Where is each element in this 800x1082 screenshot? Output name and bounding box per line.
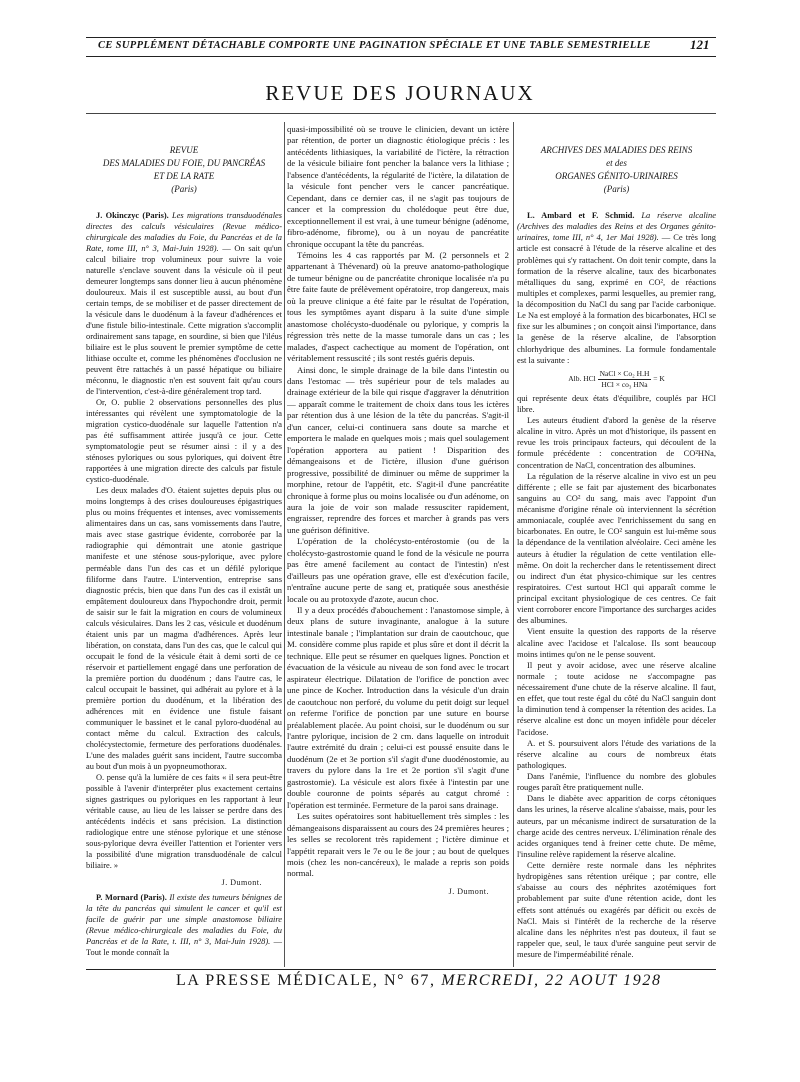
footer-rule xyxy=(86,969,716,970)
article-source: (Revue médico-chirurgicale des maladies du Foie, du Pancréas et de la Rate, t. III, n° 3, Mai-Juin 1928). xyxy=(86,926,282,947)
article-paragraph: Il y a deux procédés d'abouchement : l'anastomose simple, à deux plans de suture invaginante, analogue à la suture intestinale banale ; l'implantation sur drain de caoutchouc, que M. considère comme plus rapide et plus sûre et dont il décrit la technique. Elle peut se résumer en quelques lignes. Ponction et évacuation de la vésicule au niveau de son fond avec le trocart aspirateur électrique. Dilatation de l'orifice de ponction avec une pince de Kocher. Introduction dans la vésicule d'un drain de caoutchouc non perforé, du volume du petit doigt sur lequel on referme l'orifice de ponction par une suture en bourse préalablement placée. Au point choisi, sur le duodénum ou sur l'antre pylorique, incision de 2 cm. dans laquelle on introduit l'autre extrémité du drain ; celui-ci est poussé ensuite dans le duodénum (2e et 3e portion s'il s'agit d'une duodénostomie, au travers du pylore dans la 1re et 2e portion s'il s'agit d'une gastrostomie). La vésicule est alors fixée à l'intestin par une double couronne de points séparés au catgut chromé : l'opération est terminée. Fermeture de la paroi sans drainage. xyxy=(287,605,509,810)
heading-line: REVUE xyxy=(169,145,199,155)
top-rule xyxy=(86,37,716,38)
article-paragraph: O. pense qu'à la lumière de ces faits « il sera peut-être possible à l'avenir d'interpréter plus exactement certains signes gastriques ou pyloriques en les rapportant à leur véritable cause, au lieu de les laisser se perdre dans des antécédents indécis et sans précision. La distinction radiologique entre une sténose pylorique et une sténose sous-pylorique devra éveiller l'attention et l'orienter vers la possibilité d'une migration transduodénale de calcul biliaire. » xyxy=(86,772,282,870)
article-paragraph: Les auteurs étudient d'abord la genèse de la réserve alcaline in vitro. Après un mot d'historique, ils passent en revue les trois principaux facteurs, qui découlent de la formule précédente : concentration de CO²HNa, concentration de NaCl, concentration des albumines. xyxy=(517,415,716,470)
footer-journal: LA PRESSE MÉDICALE, N° 67, xyxy=(176,972,436,989)
article-author: J. Okinczyc (Paris). xyxy=(96,211,169,220)
article-paragraph xyxy=(517,210,716,366)
heading-line: (Paris) xyxy=(171,184,197,194)
page-number: 121 xyxy=(690,37,710,52)
heading-line: DES MALADIES DU FOIE, DU PANCRÉAS xyxy=(102,158,266,168)
heading-line: et des xyxy=(606,158,627,168)
column-3 xyxy=(517,124,716,960)
article-author: P. Mornard (Paris). xyxy=(96,892,167,902)
article-paragraph xyxy=(86,210,282,397)
article-paragraph: Vient ensuite la question des rapports de la réserve alcaline avec l'acidose et l'alcalose. Ils sont beaucoup moins intimes qu'on ne le pense souvent. xyxy=(517,626,716,659)
article-text: — Ce très long article est consacré à l'étude de la réserve alcaline et des problèmes qui s'y rattachent. On doit tenir compte, dans la formation de la réserve alcaline, taux des bicarbonates métalliques du sang, exprimé en CO², de réactions multiples et complexes, parmi lesquelles, au premier rang, la décomposition du NaCl du sang par l'acide carbonique. Le Na est employé à la formation des bicarbonates, HCl se fixe sur les albumines ; on conçoit ainsi l'importance, dans la genèse de la réserve alcaline, de l'absorption chlorhydrique des albumines. La formule fondamentale est la suivante : xyxy=(517,232,716,365)
section-heading-liver xyxy=(86,144,282,196)
article-paragraph: Les deux malades d'O. étaient sujettes depuis plus ou moins longtemps à des crises douloureuses épigastriques plus ou moins fréquentes et intenses, avec vomissements alimentaires dans un cas, sans vomissements dans l'autre, mais avec stase gastrique évidente, corroborée par la radiographie qui démontrait une atonie gastrique manifeste et une sténose sous-pylorique, avec pylore perméable dans l'un des cas et un défilé pylorique filiforme dans l'autre. L'intervention, entreprise sans diagnostic précis, bien que dans l'un des cas il existât un empâtement douloureux dans l'hypochondre droit, permit de saisir sur le fait la migration en cours de volumineux calculs vésiculaires. Dans les 2 cas, vésicule et duodénum étaient unis par un magma d'adhérences. Après leur libération, on constata, dans l'un des cas, que le calcul qui occupait le fond de la vésicule était à demi sorti de ce réservoir et partiellement engagé dans une perforation de la première portion du duodénum ; dans l'autre cas, le calcul occupait le bassinet, qui adhérait au pylore et à la première portion du duodénum, et la libération des adhérences mit en évidence une fistule faisant communiquer le bassinet et le canal pyloro-duodénal au contact même du calcul. Extraction des calculs, cholécystectomie, fermeture des perforations duodénales. L'une des malades guérit sans incident, l'autre succomba au bout d'un mois à un pyopneumothorax. xyxy=(86,486,282,771)
column-divider-1 xyxy=(284,122,285,967)
article-source: (Archives des maladies des Reins et des Organes génito-urinaires, tome III, n° 4, 1er Mai 1928). xyxy=(517,221,716,243)
article-paragraph: Dans l'anémie, l'influence du nombre des globules rouges paraît être pratiquement nulle. xyxy=(517,771,716,793)
footer xyxy=(176,972,662,990)
article-text: — Tout le monde connaît la xyxy=(86,937,282,958)
article-paragraph: Les suites opératoires sont habituellement très simples : les démangeaisons disparaissent au cours des 24 premières heures ; les selles se recolorent très rapidement ; l'ictère diminue et l'appétit reparait vers le 7e ou le 8e jour ; au bout de quelques mois (chez les non-cancéreux), le malade a repris son poids normal. xyxy=(287,811,509,879)
formula-denominator: HCl × co₃ HNa xyxy=(601,379,648,389)
article-author: L. Ambard et F. Schmid. xyxy=(527,210,635,220)
article-paragraph: Or, O. publie 2 observations personnelles des plus intéressantes qui révèlent une symptomatologie de la migration cystico-duodénale sur laquelle l'attention n'a pas été suffisamment attirée jusqu'à ce jour. Cette symptomatologie peut se résumer ainsi : il y a des sténoses pyloriques ou sous pyloriques, qui doivent être rapportées à une migration directe des calculs par fistule cystico-duodénale. xyxy=(86,398,282,485)
column-1 xyxy=(86,124,282,958)
article-text: — On sait qu'un calcul biliaire trop volumineux pour suivre la voie naturelle s'enclave souvent dans la vésicule où il peut demeurer longtemps sans donner lieu à aucun phénomène douloureux. Mais il est susceptible aussi, au bout d'un certain temps, de se mobiliser et de passer directement de la vésicule dans le duodénum à la faveur d'adhérences et d'une fistule bilio-intestinale. Cette migration s'accomplit ordinairement sans tapage, en sourdine, si bien que l'iléus biliaire est le plus souvent le premier symptôme de cette lithiase occulte et, comme les phénomènes d'occlusion ne peuvent être rattachés à un passé hépatique ou biliaire méconnu, le diagnostic n'en est souvent fait qu'au cours de l'intervention, c'est-à-dire généralement trop tard. xyxy=(86,244,282,397)
footer-date: MERCREDI, 22 AOUT 1928 xyxy=(441,972,662,989)
article-paragraph: Témoins les 4 cas rapportés par M. (2 personnels et 2 appartenant à Thévenard) où la preuve anatomo-pathologique de tumeur bénigne ou de pancréatite chronique localisée n'a pu être faite faute de prélèvement opératoire, trop dangereux, mais où la preuve clinique a été faite par le résultat de l'opération, tous les symptômes ayant disparu à la suite d'une simple anastomose cholécysto-duodénale ou pylorique, y compris la régression très nette de la masse tumorale dans un cas ; les malades, d'aspect cachectique au moment de l'opération, ont véritablement ressuscité ; ils sont restés guéris depuis. xyxy=(287,249,509,364)
heading-line: ET DE LA RATE xyxy=(153,171,215,181)
article-title: Les migrations transduodénales directes des calculs vésiculaires xyxy=(86,211,282,232)
article-title: La réserve alcaline xyxy=(641,210,716,220)
section-heading-kidneys xyxy=(517,144,716,196)
formula-fraction xyxy=(598,369,652,390)
formula-left: Alb. HCl xyxy=(568,373,596,383)
article-paragraph: La régulation de la réserve alcaline in vivo est un peu différente ; elle se fait par ajustement des bicarbonates sanguins au CO² du sang, mais avec l'appoint d'un mécanisme d'origine rénale où interviennent la sécrétion ammoniacale, couplée avec l'enrichissement du sang en bicarbonates. En outre, le CO² sanguin est lui-même sous la dépendance de la ventilation alvéolaire. Ceci amène les auteurs à étudier la régulation de cette ventilation elle-même. On doit la rechercher dans le retentissement direct ou indirect d'un état physico-chimique sur les centres respiratoires. C'est surtout HCl qui apparaît comme le principal excitant physiologique de ces centres. Ce fait vient corroborer encore l'importance des surcharges acides des albumines. xyxy=(517,470,716,626)
article-paragraph: Il peut y avoir acidose, avec une réserve alcaline normale ; toute acidose ne s'accompagne pas nécessairement d'une chute de la réserve alcaline. Il faut, en effet, que tout reste égal du côté du NaCl sanguin dont la diminution tend à compenser la rétention des acides. La réserve alcaline est donc un moyen infidèle pour déceler l'acidose. xyxy=(517,659,716,737)
signature: J. Dumont. xyxy=(221,877,262,887)
title-rule xyxy=(86,113,716,114)
running-head: CE SUPPLÉMENT DÉTACHABLE COMPORTE UNE PAGINATION SPÉCIALE ET UNE TABLE SEMESTRIELLE xyxy=(98,40,651,51)
article-title: Il existe des tumeurs bénignes de la tête du pancréas qui simulent le cancer et qu'il est facile de guérir par une simple anastomose biliaire xyxy=(86,892,282,924)
article-paragraph xyxy=(86,892,282,958)
article-paragraph: L'opération de la cholécysto-entérostomie (ou de la cholécysto-gastrostomie quand le fond de la vésicule ne pourra pas être amené facilement au contact de l'intestin) n'est d'ailleurs pas une opération grave, elle est d'exécution facile, n'entraîne aucune perte de sang et, pratiquée sous anesthésie locale ou au protoxyde d'azote, aucun choc. xyxy=(287,536,509,604)
formula xyxy=(517,369,716,390)
header-rule xyxy=(86,56,716,57)
heading-line: ORGANES GÉNITO-URINAIRES xyxy=(555,171,678,181)
article-paragraph: A. et S. poursuivent alors l'étude des variations de la réserve alcaline au cours de nombreux états pathologiques. xyxy=(517,737,716,770)
column-divider-2 xyxy=(513,122,514,967)
heading-line: (Paris) xyxy=(603,184,630,194)
article-paragraph: Dans le diabète avec apparition de corps cétoniques dans les urines, la réserve alcaline s'abaisse, mais, pour les auteurs, par un mécanisme indirect de sursaturation de la charge acide des centres nerveux. L'élimination rénale des acides organiques tend à freiner cette chute. De même, l'insuline relève rapidement la réserve alcaline. xyxy=(517,793,716,859)
heading-line: ARCHIVES DES MALADIES DES REINS xyxy=(540,145,693,155)
column-2 xyxy=(287,124,509,901)
article-source: (Revue médico-chirurgicale des maladies du Foie, du Pancréas et de la Rate, tome III, n° 3, Mai-Juin 1928). xyxy=(86,222,282,254)
article-paragraph: qui représente deux états d'équilibre, couplés par HCl libre. xyxy=(517,392,716,414)
signature: J. Dumont. xyxy=(448,886,489,896)
article-paragraph: quasi-impossibilité où se trouve le clinicien, devant un ictère par rétention, de porter un diagnostic étiologique précis : les antécédents lithiasiques, la variabilité de l'ictère, la rétraction de la vésicule biliaire font pencher la balance vers la lithiase ; l'absence d'antécédents, la régularité de l'ictère, la dilatation de la vésicule font pencher vers le cancer pancréatique. Cependant, dans ce dernier cas, il ne s'agit pas toujours de cancer et la compression du cholédoque peut être due, exceptionnellement il est vrai, à une tumeur bénigne (adénome, fibro-adénome, fibrome), ou à un noyau de pancréatite chronique occupant la tête du pancréas. xyxy=(287,124,509,249)
formula-right: = K xyxy=(653,373,665,383)
article-paragraph: Ainsi donc, le simple drainage de la bile dans l'intestin ou dans l'estomac — très supérieur pour de tels malades au drainage extérieur de la bile qui risque d'aggraver la dénutrition — apparaît comme le traitement de choix dans tous les ictères par rétention dus à une lésion de la tête du pancréas. S'agit-il d'un cancer, celui-ci continuera sans doute sa marche et emportera le malade en quelques mois ; mais quel soulagement l'opération apportera au patient ! Disparition des démangeaisons et de l'ictère, illusion d'une guérison progressive, possibilité de diminuer ou même de supprimer la morphine, retour de l'appétit, etc. S'agit-il d'une pancréatite chronique à forme plus ou moins localisée ou d'un adénome, on aura la joie de voir son malade ressusciter rapidement, engraisser, reprendre des forces et marcher à grands pas vers une guérison définitive. xyxy=(287,364,509,535)
page-title: REVUE DES JOURNAUX xyxy=(265,81,535,105)
formula-numerator: NaCl × Co₂ H.H xyxy=(599,368,650,378)
article-paragraph: Cette dernière reste normale dans les néphrites hydropigènes sans rétention uréique ; par contre, elle s'abaisse au cours des néphrites azotémiques fort probablement par suite d'une rétention acide, dont les effets sont atténués ou exagérés par déficit ou excès de NaCl. Mais si l'intérêt de la recherche de la réserve alcaline dans les néphrites n'est pas douteux, il faut se rappeler que, seul, le taux d'urée sanguine peut servir de mesure de l'imperméabilité rénale. xyxy=(517,860,716,959)
